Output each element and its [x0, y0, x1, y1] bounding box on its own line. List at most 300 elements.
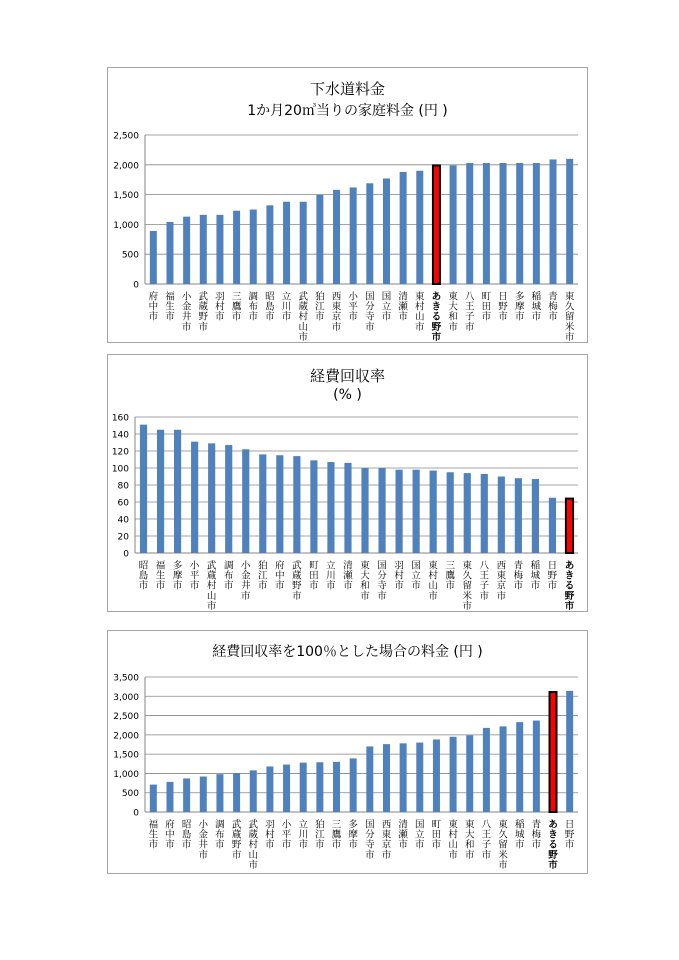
x-category-char: 野 [548, 849, 558, 861]
bar [316, 195, 323, 284]
x-category-char: 分 [365, 829, 375, 841]
x-category-label [565, 291, 575, 343]
x-category-char: 羽 [215, 291, 225, 303]
x-category-char: 武 [206, 560, 217, 572]
x-category-char: 野 [547, 570, 558, 582]
x-category-char: 市 [281, 311, 292, 323]
x-category-char: 米 [498, 849, 508, 861]
bar [183, 778, 190, 812]
bar [310, 460, 317, 553]
x-category-char: 市 [198, 849, 209, 861]
x-category-char: 鷹 [331, 829, 342, 841]
bar [566, 691, 573, 812]
x-category-char: 瀬 [398, 829, 408, 841]
x-category-char: 市 [215, 839, 225, 851]
x-category-char: 市 [231, 311, 242, 323]
x-category-char: 摩 [514, 301, 525, 313]
x-category-label [415, 820, 425, 851]
y-tick-label: 1,500 [113, 191, 139, 202]
x-category-char: 西 [331, 291, 342, 303]
x-category-char: 青 [548, 291, 558, 303]
x-category-char: 中 [275, 570, 285, 582]
x-category-char: 市 [498, 859, 508, 871]
x-category-label [165, 291, 175, 323]
x-category-char: 立 [381, 301, 392, 313]
chart-title-line-1: 下水道料金 [309, 80, 385, 98]
x-category-char: 梅 [548, 301, 558, 313]
x-category-label [411, 561, 421, 592]
bar [300, 202, 307, 284]
x-category-char: 生 [148, 829, 159, 841]
x-category-char: 狛 [258, 560, 268, 572]
x-category-char: 日 [564, 819, 575, 831]
x-category-char: 町 [309, 560, 319, 572]
x-category-char: 国 [365, 819, 375, 831]
bar [208, 443, 215, 553]
x-category-char: 大 [464, 829, 475, 841]
bar [166, 782, 173, 812]
x-category-char: 東 [415, 291, 425, 303]
x-category-char: 村 [206, 580, 217, 592]
x-category-char: 多 [172, 560, 183, 572]
x-category-char: 平 [281, 829, 292, 841]
bar [532, 479, 539, 553]
sewer-fee-plot [108, 68, 589, 344]
x-category-char: 市 [514, 311, 525, 323]
x-category-char: 子 [464, 311, 475, 323]
x-category-label [548, 561, 558, 592]
x-category-char: 稲 [531, 291, 542, 303]
x-category-label [182, 291, 192, 333]
x-category-char: 市 [365, 849, 375, 861]
bar [430, 471, 437, 553]
x-category-char: 市 [479, 590, 490, 602]
fee-at-full-recovery-plot [108, 631, 589, 875]
x-category-char: 国 [365, 291, 375, 303]
x-category-label [156, 560, 166, 592]
x-category-char: る [431, 311, 442, 323]
x-category-char: 井 [198, 839, 209, 851]
x-category-char: 羽 [265, 819, 275, 831]
x-category-char: 市 [206, 600, 217, 612]
bar [140, 425, 147, 553]
bar [366, 746, 373, 812]
bar [259, 454, 266, 553]
bar [464, 473, 471, 553]
y-tick-label: 60 [117, 498, 129, 509]
bar [383, 744, 390, 812]
x-category-char: 市 [531, 839, 542, 851]
bar [383, 179, 390, 284]
bar [191, 442, 198, 553]
x-category-char: 市 [498, 311, 508, 323]
chart-title-line-1: 経費回収率を100％とした場合の料金 (円 ) [212, 644, 483, 660]
x-category-char: 武 [248, 819, 259, 831]
x-category-char: 市 [231, 849, 242, 861]
bar [283, 202, 290, 284]
x-category-char: 市 [415, 839, 425, 851]
x-category-char: 市 [326, 580, 336, 592]
x-category-char: 市 [548, 311, 558, 323]
x-category-label [482, 820, 492, 861]
x-category-char: 国 [381, 291, 392, 303]
x-category-char: 市 [181, 839, 192, 851]
bar [450, 737, 457, 812]
x-category-char: 町 [481, 291, 492, 303]
x-category-char: 久 [498, 829, 508, 841]
y-tick-label: 100 [111, 464, 129, 475]
cost-recovery-chart [107, 354, 588, 612]
x-category-char: 西 [381, 819, 392, 831]
x-category-char: 井 [181, 311, 192, 323]
highlighted-bar [433, 165, 440, 284]
x-category-label [199, 819, 209, 861]
x-category-char: 村 [265, 829, 275, 841]
y-tick-label: 500 [121, 250, 139, 261]
x-category-char: 城 [530, 570, 541, 582]
x-category-char: 村 [428, 570, 438, 582]
bar [266, 766, 273, 812]
bar [333, 762, 340, 812]
x-category-char: 市 [298, 331, 308, 343]
x-category-char: 町 [431, 819, 442, 831]
x-category-char: 市 [496, 590, 507, 602]
x-category-char: 梅 [531, 829, 542, 841]
bar [233, 773, 240, 812]
x-category-char: 久 [564, 301, 575, 313]
x-category-char: 稲 [514, 819, 525, 831]
x-category-label [232, 292, 242, 323]
bar [550, 159, 557, 284]
y-tick-label: 3,000 [113, 692, 139, 703]
x-category-char: 和 [360, 580, 370, 592]
bar [344, 463, 351, 553]
x-category-char: 山 [415, 311, 425, 323]
x-category-char: 東 [498, 819, 508, 831]
y-tick-label: 40 [117, 515, 129, 526]
x-category-label [565, 820, 575, 851]
x-category-char: 東 [331, 301, 342, 313]
x-category-char: 市 [481, 849, 492, 861]
x-category-label [482, 292, 492, 323]
x-category-label [149, 819, 159, 851]
x-category-label [315, 291, 325, 323]
y-tick-label: 0 [133, 280, 139, 291]
x-category-char: 東 [496, 570, 507, 582]
bar [333, 190, 340, 284]
bar [242, 449, 249, 553]
x-category-char: 市 [360, 590, 370, 602]
x-category-char: 立 [326, 560, 336, 572]
bar [216, 774, 223, 812]
y-tick-label: 140 [111, 430, 129, 441]
x-category-char: 城 [531, 301, 542, 313]
x-category-char: 大 [448, 301, 458, 313]
x-category-label [532, 819, 542, 851]
x-category-char: 東 [448, 819, 458, 831]
x-category-char: 西 [496, 560, 507, 572]
x-category-char: 市 [148, 311, 159, 323]
y-tick-label: 1,000 [113, 220, 139, 231]
x-category-label [480, 561, 490, 602]
bar [233, 211, 240, 284]
x-category-char: 武 [231, 819, 242, 831]
x-category-char: 野 [564, 829, 575, 841]
x-category-label [532, 292, 542, 323]
x-category-char: 八 [479, 560, 490, 572]
x-category-label [365, 820, 375, 861]
bar [183, 217, 190, 284]
bar [200, 215, 207, 284]
x-category-label [139, 561, 149, 592]
y-tick-label: 160 [111, 413, 129, 424]
x-category-char: 市 [265, 839, 275, 851]
x-category-char: 立 [415, 829, 425, 841]
x-category-char: 市 [481, 311, 492, 323]
x-category-char: 稲 [530, 560, 541, 572]
x-category-label [448, 291, 458, 333]
x-category-char: 東 [448, 291, 458, 303]
x-category-label [398, 819, 408, 851]
x-category-char: き [431, 301, 442, 313]
x-category-char: 蔵 [231, 829, 242, 841]
x-category-char: 摩 [172, 570, 183, 582]
x-category-char: 寺 [365, 311, 375, 323]
highlighted-bar [566, 499, 573, 553]
x-category-char: 市 [298, 839, 308, 851]
x-category-char: 蔵 [292, 570, 302, 582]
bar [293, 456, 300, 553]
x-category-label [348, 819, 358, 851]
bar [515, 478, 522, 553]
y-tick-label: 20 [117, 532, 129, 543]
x-category-label [497, 561, 507, 602]
x-category-label [360, 560, 370, 602]
x-category-char: 日 [547, 560, 558, 572]
x-category-char: き [564, 570, 575, 582]
x-category-char: き [548, 829, 558, 841]
x-category-char: 市 [258, 580, 268, 592]
x-category-char: 生 [165, 301, 175, 313]
x-category-char: 布 [215, 829, 225, 841]
x-category-char: 山 [248, 849, 259, 861]
y-tick-label: 500 [121, 789, 139, 800]
bar [413, 470, 420, 553]
x-category-char: 市 [165, 311, 175, 323]
x-category-char: 国 [415, 819, 425, 831]
highlighted-bar [550, 692, 557, 812]
x-category-char: あ [431, 291, 442, 303]
x-category-char: 城 [514, 829, 525, 841]
bar [350, 758, 357, 812]
x-category-char: 田 [431, 829, 442, 841]
x-category-char: 王 [464, 301, 475, 313]
bar [216, 215, 223, 284]
x-category-char: 昭 [181, 819, 192, 831]
x-category-char: 市 [448, 849, 458, 861]
bar [416, 743, 423, 812]
x-category-char: 立 [281, 291, 292, 303]
x-category-char: 府 [165, 819, 175, 831]
x-category-char: 市 [431, 839, 442, 851]
x-category-label [445, 561, 455, 592]
bar [361, 468, 368, 553]
x-category-char: 市 [265, 311, 275, 323]
x-category-char: 府 [148, 291, 159, 303]
x-category-char: 市 [531, 311, 542, 323]
x-category-label [348, 291, 358, 323]
x-category-char: 八 [464, 291, 475, 303]
x-category-char: 市 [165, 839, 175, 851]
bar [150, 785, 157, 812]
y-tick-label: 80 [117, 481, 129, 492]
x-category-char: 村 [394, 570, 404, 582]
x-category-char: 金 [240, 570, 251, 582]
y-tick-label: 2,000 [113, 731, 139, 742]
x-category-char: 市 [445, 580, 455, 592]
x-category-char: 蔵 [206, 570, 217, 582]
x-category-char: 三 [445, 560, 455, 572]
x-category-char: 金 [198, 829, 209, 841]
bar [250, 210, 257, 285]
x-category-char: 瀬 [343, 570, 353, 582]
x-category-char: 市 [181, 321, 192, 333]
x-category-char: 川 [326, 570, 336, 582]
x-category-char: 清 [398, 291, 408, 303]
x-category-label [332, 292, 342, 333]
x-category-char: 武 [298, 291, 308, 303]
x-category-char: 市 [248, 311, 259, 323]
x-category-char: 市 [223, 580, 234, 592]
x-category-char: 村 [298, 311, 308, 323]
x-category-label [248, 819, 258, 871]
x-category-char: 分 [365, 301, 375, 313]
x-category-label [465, 292, 475, 333]
x-category-char: 王 [481, 829, 492, 841]
x-category-char: 清 [398, 819, 408, 831]
x-category-label [282, 291, 292, 323]
x-category-char: 市 [281, 839, 292, 851]
x-category-char: 市 [411, 580, 421, 592]
x-category-char: 野 [564, 590, 575, 602]
sewer-fee-chart [107, 67, 588, 343]
bar [516, 163, 523, 284]
x-category-char: 市 [315, 839, 325, 851]
x-category-label [207, 560, 217, 612]
x-category-char: 平 [348, 301, 358, 313]
x-category-char: 東 [564, 291, 575, 303]
bar [483, 728, 490, 812]
x-category-label [498, 292, 508, 323]
x-category-char: 国 [411, 560, 421, 572]
x-category-char: 市 [315, 311, 325, 323]
x-category-char: 村 [248, 839, 259, 851]
x-category-char: 清 [343, 560, 353, 572]
x-category-char: 野 [292, 580, 302, 592]
x-category-char: 野 [198, 311, 209, 323]
x-category-char: 小 [198, 819, 209, 831]
x-category-char: 福 [155, 560, 166, 572]
x-category-label [432, 292, 442, 343]
x-category-char: 鷹 [445, 570, 455, 582]
x-category-char: 小 [189, 560, 200, 572]
x-category-char: 武 [198, 291, 209, 303]
x-category-label [428, 560, 438, 602]
x-category-char: あ [564, 560, 575, 572]
bar [500, 163, 507, 284]
x-category-label [332, 820, 342, 851]
x-category-char: 摩 [348, 829, 358, 841]
x-category-char: 市 [138, 580, 149, 592]
x-category-char: 市 [514, 839, 525, 851]
chart-title-line-1: 経費回収率 [309, 367, 385, 385]
x-category-char: 島 [265, 301, 275, 313]
x-category-char: 市 [398, 839, 408, 851]
x-category-label [315, 819, 325, 851]
x-category-char: 市 [309, 580, 319, 592]
x-category-char: 三 [231, 291, 242, 303]
bar [400, 743, 407, 812]
x-category-label [377, 561, 387, 602]
bar [533, 163, 540, 284]
bar [378, 468, 385, 553]
x-category-char: 羽 [394, 560, 404, 572]
x-category-label [382, 820, 392, 861]
x-category-char: 市 [564, 839, 575, 851]
x-category-char: 京 [496, 580, 507, 592]
bar [450, 165, 457, 284]
x-category-char: 市 [343, 580, 353, 592]
x-category-char: 八 [481, 819, 492, 831]
x-category-char: 村 [415, 301, 425, 313]
x-category-char: 島 [138, 570, 149, 582]
bar [400, 172, 407, 284]
x-category-label [515, 291, 525, 323]
x-category-char: 市 [381, 311, 392, 323]
x-category-char: 分 [377, 570, 387, 582]
x-category-label [265, 820, 275, 851]
x-category-char: 市 [172, 580, 183, 592]
x-category-char: 市 [248, 859, 259, 871]
x-category-char: 市 [448, 321, 458, 333]
x-category-label [282, 819, 292, 851]
y-tick-label: 0 [133, 808, 139, 819]
x-category-label [248, 292, 258, 323]
bar [166, 222, 173, 284]
fee-at-full-recovery-chart [107, 630, 588, 874]
x-category-char: 三 [331, 819, 342, 831]
x-category-label [292, 560, 302, 602]
x-category-char: 市 [431, 331, 442, 343]
x-category-char: 東 [360, 560, 370, 572]
x-category-char: 市 [198, 321, 209, 333]
x-category-char: 村 [215, 301, 225, 313]
x-category-char: 市 [428, 590, 438, 602]
x-category-char: 子 [479, 580, 490, 592]
x-category-char: 日 [498, 291, 508, 303]
bar [516, 722, 523, 812]
x-category-char: 福 [165, 291, 175, 303]
x-category-label [432, 820, 442, 851]
x-category-label [149, 291, 159, 323]
bar [466, 163, 473, 284]
x-category-char: 市 [240, 590, 251, 602]
x-category-label [398, 291, 408, 323]
x-category-char: 江 [315, 301, 325, 313]
bar [416, 171, 423, 284]
x-category-char: 江 [315, 829, 325, 841]
x-category-label [199, 291, 209, 333]
